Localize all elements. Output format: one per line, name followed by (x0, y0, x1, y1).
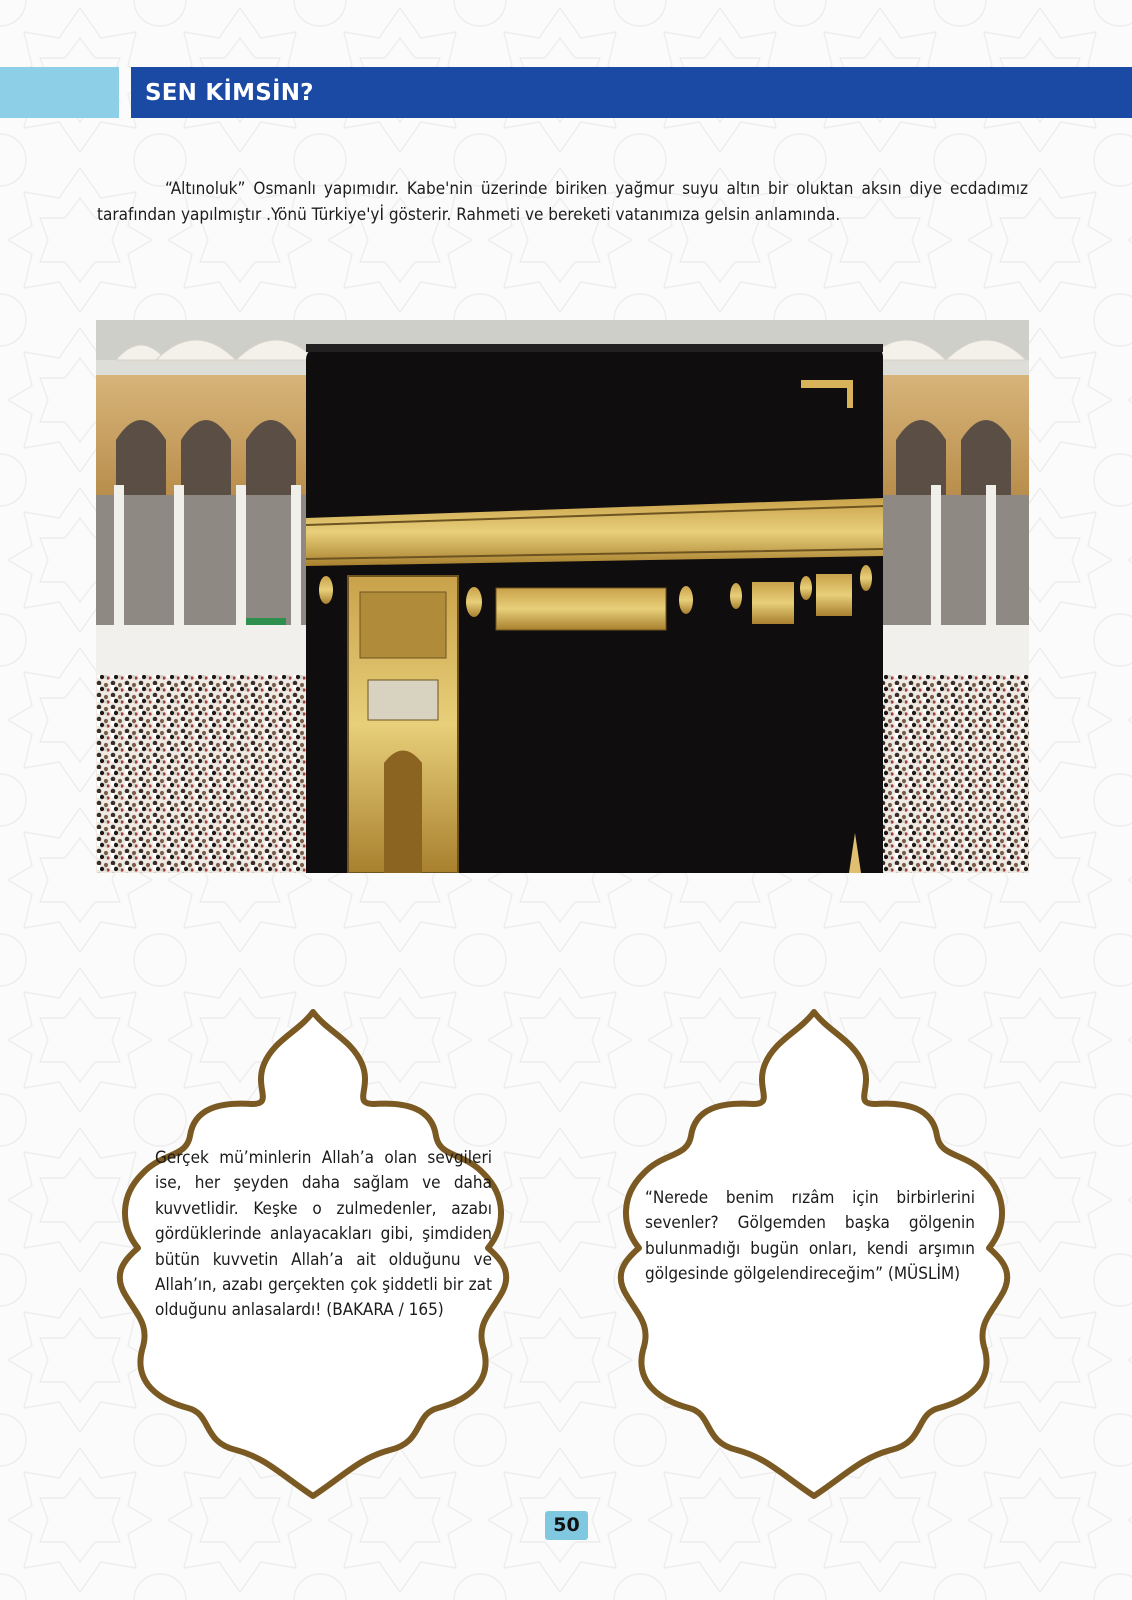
kaaba-photo (96, 320, 1029, 873)
quote-frame-left (102, 1004, 524, 1504)
page-title: SEN KİMSİN? (145, 79, 314, 106)
quote-text: Gerçek mü’minlerin Allah’a olan sevgileri ise, her şeyden daha sağlam ve daha kuvvetlidir. Keşke o zulmedenler, azabı gördüklerinde anlayacakları gibi, şimdiden bütün kuvvetin Allah’a ait olduğunu ve Allah’ın, azabı gerçekten çok şiddetli bir zat olduğunu anlasalardı! (BAKARA / 165) (155, 1148, 492, 1321)
quote-text: “Nerede benim rızâm için birbirlerini sevenler? Gölgemden başka gölgenin bulunmadığı bugün onları, kendi arşımın gölgesinde gölgelendireceğim” (MÜSLİM) (645, 1188, 975, 1285)
header-bar (131, 67, 1132, 118)
intro-paragraph: “Altınoluk” Osmanlı yapımıdır. Kabe'nin üzerinde biriken yağmur suyu altın bir oluktan aksın diye ecdadımız tarafından yapılmıştır .Yönü Türkiye'yİ gösterir. Rahmeti ve bereketi vatanımıza gelsin anlamında. (97, 179, 1028, 225)
quote-frame-right (603, 1004, 1025, 1504)
header-accent-block (0, 67, 119, 118)
page-number-badge: 50 (545, 1511, 588, 1540)
